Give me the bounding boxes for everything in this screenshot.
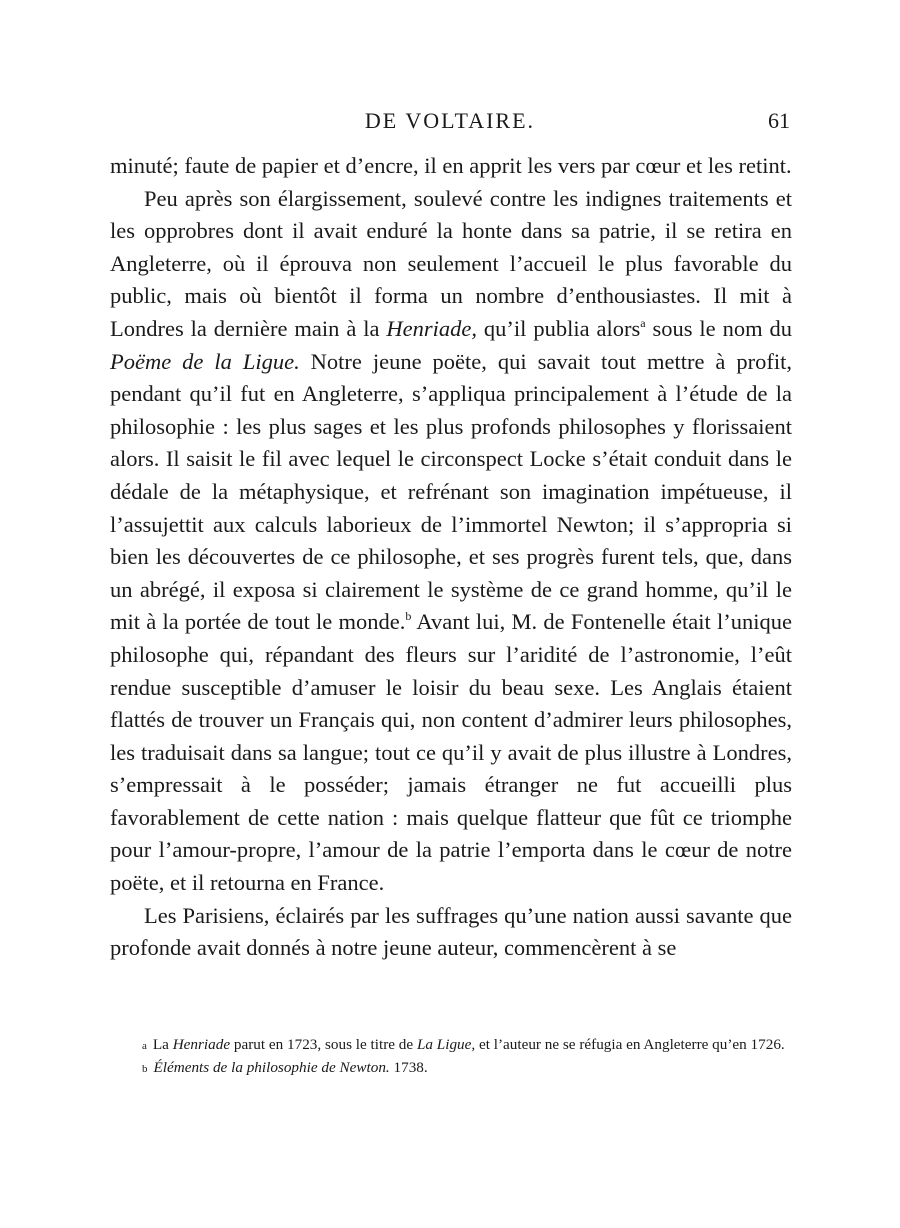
title-henriade: Henriade	[172, 1036, 231, 1053]
running-head	[110, 108, 790, 142]
footnote-mark: a	[142, 1040, 147, 1052]
main-text	[110, 150, 792, 965]
footnote-ref-b[interactable]: b	[405, 609, 412, 624]
text-run: La	[152, 1036, 173, 1053]
footnote-b	[110, 1057, 792, 1080]
running-title: DE VOLTAIRE.	[364, 108, 536, 133]
text-run: Notre jeune poëte, qui savait tout mettre à profit, pendant qu’il fut en Angleterre, s’appliqua principalement à l’étude de la philosophie : les plus sages et les plus profonds philosophes y florissaient alors. Il saisit le fil avec lequel le circonspect Locke s’était conduit dans le dédale de la métaphysique, et refrénant son imagination impétueuse, il l’assujettit aux calculs laborieux de l’immortel Newton; il s’appropria si bien les découvertes de ce philosophe, et ses progrès furent tels, que, dans un abrégé, il exposa si clairement le système de ce grand homme, qu’il le mit à la portée de tout le monde.	[110, 348, 792, 635]
footnote-mark: b	[142, 1063, 148, 1075]
page-number: 61	[768, 108, 790, 133]
title-henriade: Henriade,	[386, 315, 477, 341]
paragraph: Les Parisiens, éclairés par les suffrages qu’une nation aussi savante que profonde avait donnés à notre jeune auteur, commencèrent à se	[110, 902, 792, 961]
footnote-a	[110, 1034, 792, 1057]
text-run: sous le nom du	[645, 315, 792, 341]
paragraph	[110, 183, 792, 900]
text-run: et l’auteur ne se réfugia en Angleterre qu’en 1726.	[475, 1036, 785, 1053]
title-elements-philosophie-newton: Éléments de la philosophie de Newton.	[153, 1059, 390, 1076]
paragraph-continued: minuté; faute de papier et d’encre, il en apprit les vers par cœur et les retint.	[110, 153, 792, 178]
footnote-ref-a[interactable]: a	[640, 315, 646, 330]
text-run: Avant lui, M. de Fontenelle était l’unique philosophe qui, répandant des fleurs sur l’aridité de l’astronomie, l’eût rendue susceptible d’amuser le loisir du beau sexe. Les Anglais étaient flattés de trouver un Français qui, non content d’admirer leurs philosophes, les traduisait dans sa langue; tout ce qu’il y avait de plus illustre à Londres, s’empressait à le posséder; jamais étranger ne fut accueilli plus favorablement de cette nation : mais quelque flatteur que fût ce triomphe pour l’amour-propre, l’amour de la patrie l’emporta dans le cœur de notre poëte, et il retourna en France.	[110, 609, 792, 896]
text-run: Peu après son élargissement, soulevé contre les indignes traitements et les opprobres dont il avait enduré la honte dans sa patrie, il se retira en Angleterre, où il éprouva non seulement l’accueil le plus favorable du public, mais où bientôt il forma un nombre d’enthousiastes. Il mit à Londres la dernière main à la	[110, 185, 792, 341]
text-run: qu’il publia alors	[477, 315, 641, 341]
text-run: 1738.	[389, 1059, 428, 1076]
title-poeme-de-la-ligue: Poëme de la Ligue.	[110, 348, 300, 374]
title-la-ligue: La Ligue,	[416, 1036, 476, 1053]
text-run: parut en 1723, sous le titre de	[230, 1036, 417, 1053]
footnotes	[110, 1034, 792, 1080]
